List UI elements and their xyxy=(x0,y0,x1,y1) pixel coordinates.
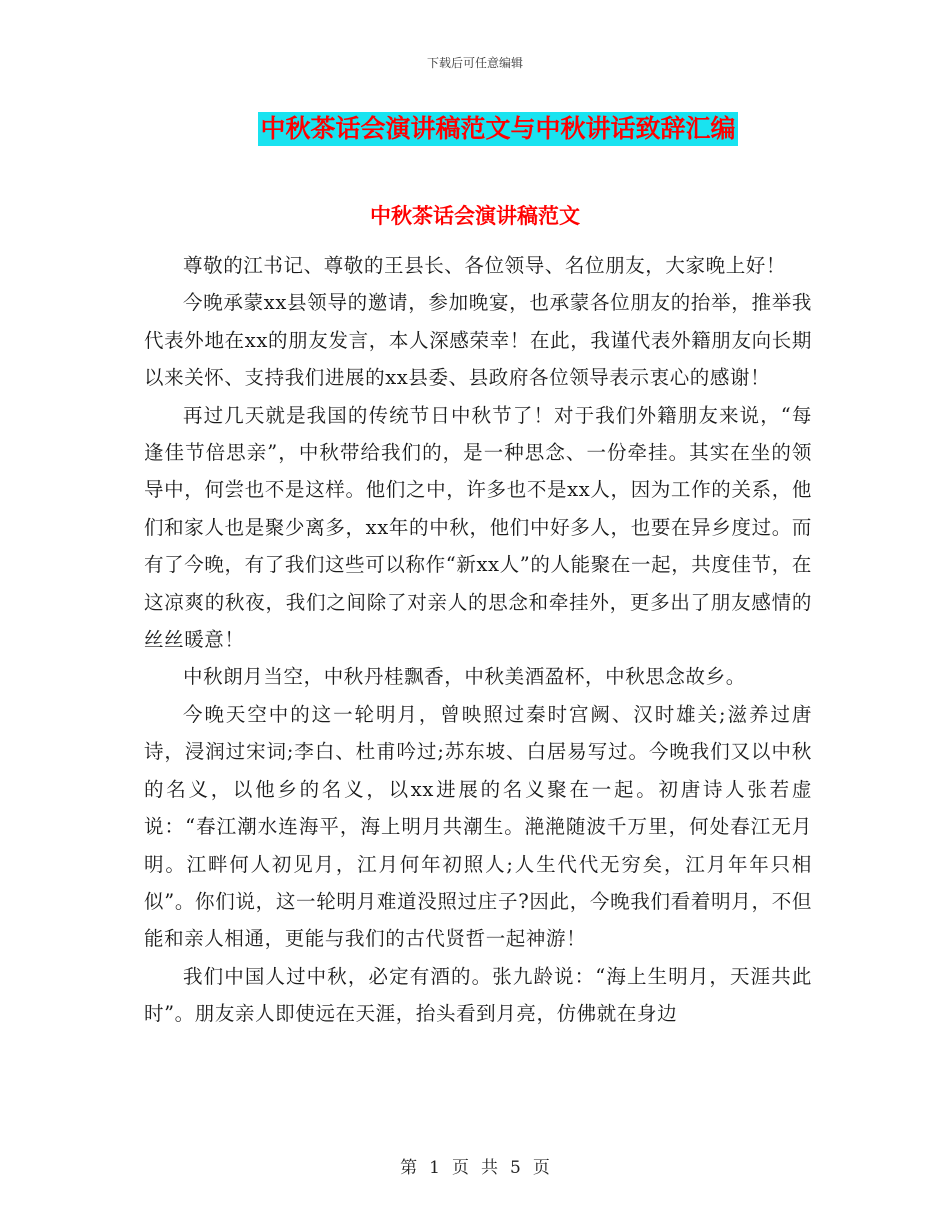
footer-page-suffix: 页 xyxy=(532,1158,550,1178)
paragraph-poetry: 今晚天空中的这一轮明月，曾映照过秦时宫阙、汉时雄关;滋养过唐诗，浸润过宋词;李白、杜甫吟过;苏东坡、白居易写过。今晚我们又以中秋的名义，以他乡的名义，以xx进展的名义聚在一起。初唐诗人张若虚说：“春江潮水连海平，海上明月共潮生。滟滟随波千万里，何处春江无月明。江畔何人初见月，江月何年初照人;人生代代无穷矣，江月年年只相似”。你们说，这一轮明月难道没照过庄子?因此，今晚我们看着明月，不但能和亲人相通，更能与我们的古代贤哲一起神游！ xyxy=(144,702,812,951)
header-note: 下载后可任意编辑 xyxy=(426,56,523,70)
paragraph-greeting: 尊敬的江书记、尊敬的王县长、各位领导、名位朋友，大家晚上好！ xyxy=(183,254,787,277)
main-title: 中秋茶话会演讲稿范文与中秋讲话致辞汇编 xyxy=(258,112,737,146)
main-title-container xyxy=(0,112,950,146)
paragraph-wine: 我们中国人过中秋，必定有酒的。张九龄说：“海上生明月，天涯共此时”。朋友亲人即使远在天涯，抬头看到月亮，仿佛就在身边 xyxy=(144,964,812,1026)
footer-page-number: 1 xyxy=(429,1158,440,1178)
footer-page-prefix: 第 xyxy=(400,1158,418,1178)
paragraph-moon: 中秋朗月当空，中秋丹桂飘香，中秋美酒盈杯，中秋思念故乡。 xyxy=(183,665,746,689)
section-title: 中秋茶话会演讲稿范文 xyxy=(370,204,580,228)
page-footer xyxy=(0,1153,950,1178)
footer-page-total: 5 xyxy=(510,1158,521,1178)
paragraph-thanks: 今晚承蒙xx县领导的邀请，参加晚宴，也承蒙各位朋友的抬举，推举我代表外地在xx的朋友发言，本人深感荣幸！在此，我谨代表外籍朋友向长期以来关怀、支持我们进展的xx县委、县政府各位领导表示衷心的感谢！ xyxy=(144,291,812,390)
footer-total-prefix: 共 xyxy=(481,1158,498,1178)
footer-page-mid: 页 xyxy=(452,1158,469,1178)
paragraph-festival: 再过几天就是我国的传统节日中秋节了！对于我们外籍朋友来说，“每逢佳节倍思亲”，中秋带给我们的，是一种思念、一份牵挂。其实在坐的领导中，何尝也不是这样。他们之中，许多也不是xx人，因为工作的关系，他们和家人也是聚少离多，xx年的中秋，他们中好多人，也要在异乡度过。而有了今晚，有了我们这些可以称作“新xx人”的人能聚在一起，共度佳节，在这凉爽的秋夜，我们之间除了对亲人的思念和牵挂外，更多出了朋友感情的丝丝暖意！ xyxy=(144,403,812,652)
document-body xyxy=(144,247,812,1033)
